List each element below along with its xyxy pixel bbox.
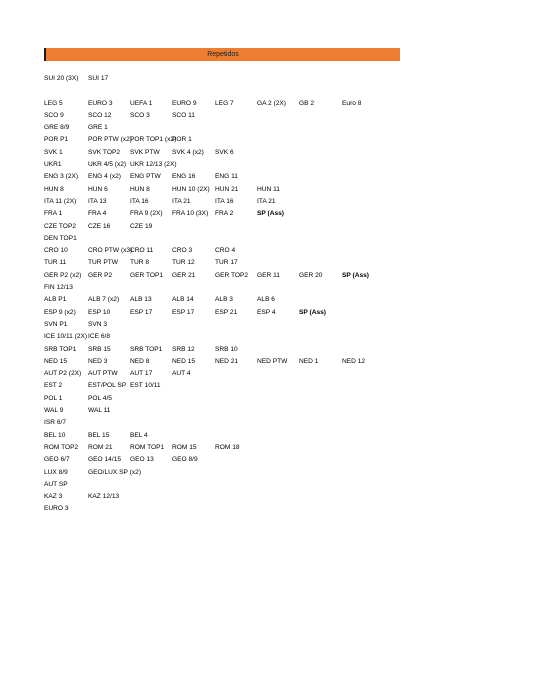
header-bar xyxy=(44,48,400,61)
table-cell: ESP 10 xyxy=(88,308,111,316)
table-cell: KAZ 3 xyxy=(44,493,63,501)
table-cell: LEG 7 xyxy=(215,99,234,107)
table-row xyxy=(0,257,540,269)
table-cell: EST 10/11 xyxy=(130,382,161,390)
table-cell: SP (Ass) xyxy=(299,308,326,316)
table-cell: GEO 6/7 xyxy=(44,456,70,464)
table-cell: FRA 2 xyxy=(215,210,234,218)
table-cell: CRO PTW (x3) xyxy=(88,247,133,255)
table-cell: CRO 3 xyxy=(172,247,193,255)
table-cell: GA 2 (2X) xyxy=(257,99,286,107)
table-cell: AUT P2 (2X) xyxy=(44,370,82,378)
table-row xyxy=(0,85,540,97)
table-cell: UKR 12/13 (2X) xyxy=(130,161,177,169)
table-row xyxy=(0,467,540,479)
table-cell: LEG 5 xyxy=(44,99,63,107)
table-cell: GEO/LUX SP (x2) xyxy=(88,468,142,476)
table-cell: SRB TOP1 xyxy=(44,345,77,353)
table-row xyxy=(0,331,540,343)
table-row xyxy=(0,294,540,306)
table-cell: ITA 16 xyxy=(215,197,234,205)
table-cell: GER P2 (x2) xyxy=(44,271,82,279)
table-cell: HUN 8 xyxy=(130,185,150,193)
table-cell: GER P2 xyxy=(88,271,113,279)
header-title: Repetidos xyxy=(207,51,239,58)
table-cell: NED 3 xyxy=(88,357,108,365)
table-cell: NED 15 xyxy=(172,357,196,365)
table-cell: UEFA 1 xyxy=(130,99,153,107)
table-cell: ROM 15 xyxy=(172,443,197,451)
table-cell: ENG 11 xyxy=(215,173,238,181)
table-cell: EST/POL SP xyxy=(88,382,127,390)
table-cell: SVK TOP2 xyxy=(88,148,121,156)
table-row xyxy=(0,147,540,159)
table-row xyxy=(0,171,540,183)
table-cell: CZE 16 xyxy=(88,222,111,230)
table-cell: AUT SP xyxy=(44,480,68,488)
table-cell: HUN 8 xyxy=(44,185,64,193)
table-cell: HUN 21 xyxy=(215,185,239,193)
table-cell: SVN P1 xyxy=(44,320,68,328)
table-cell: FRA 1 xyxy=(44,210,63,218)
table-row xyxy=(0,134,540,146)
table-cell: ITA 11 (2X) xyxy=(44,197,77,205)
table-cell: ROM 21 xyxy=(88,443,113,451)
table-cell: ENG PTW xyxy=(130,173,161,181)
table-cell: EURO 3 xyxy=(88,99,113,107)
table-cell: ITA 21 xyxy=(172,197,191,205)
table-cell: ESP 4 xyxy=(257,308,276,316)
table-cell: BEL 15 xyxy=(88,431,110,439)
table-cell: GEO 8/9 xyxy=(172,456,198,464)
table-cell: EURO 9 xyxy=(172,99,197,107)
table-cell: SP (Ass) xyxy=(257,210,284,218)
table-cell: POR P1 xyxy=(44,136,69,144)
table-cell: WAL 11 xyxy=(88,407,111,415)
table-cell: TUR 17 xyxy=(215,259,238,267)
table-cell: ICE 10/11 (2X) xyxy=(44,333,88,341)
sticker-list xyxy=(0,73,540,516)
table-row xyxy=(0,307,540,319)
table-cell: SVK PTW xyxy=(130,148,160,156)
table-row xyxy=(0,270,540,282)
table-cell: ITA 13 xyxy=(88,197,107,205)
table-cell: ALB 7 (x2) xyxy=(88,296,120,304)
table-cell: GRE 8/9 xyxy=(44,124,70,132)
table-row xyxy=(0,405,540,417)
table-cell: SRB 10 xyxy=(215,345,238,353)
table-row xyxy=(0,454,540,466)
table-cell: ALB 3 xyxy=(215,296,233,304)
table-cell: ENG 3 (2X) xyxy=(44,173,79,181)
table-cell: GER TOP2 xyxy=(215,271,249,279)
table-cell: GER 11 xyxy=(257,271,280,279)
table-cell: ESP 9 (x2) xyxy=(44,308,76,316)
table-row xyxy=(0,417,540,429)
table-cell: ROM TOP2 xyxy=(44,443,79,451)
table-cell: ICE 6/8 xyxy=(88,333,110,341)
table-cell: SUI 17 xyxy=(88,75,109,82)
table-cell: SUI 20 (3X) xyxy=(44,75,79,82)
table-cell: ALB P1 xyxy=(44,296,67,304)
table-cell: ESP 17 xyxy=(172,308,195,316)
table-cell: TUR 8 xyxy=(130,259,150,267)
table-cell: Euro 8 xyxy=(342,99,362,107)
table-cell: NED 8 xyxy=(130,357,150,365)
table-cell: FRA 10 (3X) xyxy=(172,210,209,218)
table-row xyxy=(0,221,540,233)
table-row xyxy=(0,344,540,356)
table-cell: DEN TOP1 xyxy=(44,234,77,242)
table-row xyxy=(0,319,540,331)
table-row xyxy=(0,208,540,220)
table-cell: GRE 1 xyxy=(88,124,108,132)
table-cell: TUR PTW xyxy=(88,259,119,267)
table-cell: ROM 18 xyxy=(215,443,240,451)
table-cell: CRO 10 xyxy=(44,247,68,255)
table-cell: ROM TOP1 xyxy=(130,443,165,451)
table-cell: NED 12 xyxy=(342,357,366,365)
table-cell: GEO 14/15 xyxy=(88,456,121,464)
table-cell: SVK 4 (x2) xyxy=(172,148,204,156)
table-row xyxy=(0,368,540,380)
table-cell: HUN 6 xyxy=(88,185,108,193)
table-cell: NED 21 xyxy=(215,357,239,365)
table-cell: EST 2 xyxy=(44,382,63,390)
table-cell: GER 20 xyxy=(299,271,323,279)
table-row xyxy=(0,356,540,368)
table-cell: UKR 4/5 (x2) xyxy=(88,161,127,169)
table-cell: SVK 1 xyxy=(44,148,63,156)
table-cell: WAL 9 xyxy=(44,407,64,415)
table-cell: SCO 9 xyxy=(44,111,64,119)
table-cell: GER TOP1 xyxy=(130,271,164,279)
table-cell: HUN 10 (2X) xyxy=(172,185,210,193)
table-cell: HUN 11 xyxy=(257,185,280,193)
table-cell: ISR 6/7 xyxy=(44,419,66,427)
table-cell: NED 15 xyxy=(44,357,68,365)
table-row xyxy=(0,491,540,503)
table-cell: ALB 14 xyxy=(172,296,194,304)
table-cell: GB 2 xyxy=(299,99,315,107)
table-cell: UKR1 xyxy=(44,161,62,169)
table-row xyxy=(0,282,540,294)
table-cell: CRO 4 xyxy=(215,247,236,255)
table-row xyxy=(0,110,540,122)
table-cell: POL 4/5 xyxy=(88,394,112,402)
table-cell: ITA 16 xyxy=(130,197,149,205)
table-cell: SVK 6 xyxy=(215,148,234,156)
table-cell: SCO 12 xyxy=(88,111,112,119)
table-row xyxy=(0,380,540,392)
table-cell: ENG 16 xyxy=(172,173,196,181)
table-cell: SCO 11 xyxy=(172,111,195,119)
table-cell: SVN 3 xyxy=(88,320,108,328)
table-cell: POL 1 xyxy=(44,394,63,402)
table-cell: CZE 19 xyxy=(130,222,153,230)
table-cell: CRO 11 xyxy=(130,247,154,255)
table-cell: AUT 17 xyxy=(130,370,153,378)
table-cell: POR TOP1 (x2) xyxy=(130,136,177,144)
table-row xyxy=(0,233,540,245)
table-cell: FRA 9 (2X) xyxy=(130,210,163,218)
table-row xyxy=(0,245,540,257)
table-cell: NED 1 xyxy=(299,357,319,365)
table-cell: ESP 17 xyxy=(130,308,153,316)
table-cell: AUT 4 xyxy=(172,370,191,378)
table-cell: SP (Ass) xyxy=(342,271,369,279)
table-cell: LUX 8/9 xyxy=(44,468,68,476)
table-row xyxy=(0,503,540,515)
table-cell: GEO 13 xyxy=(130,456,154,464)
table-row xyxy=(0,98,540,110)
table-cell: SRB 15 xyxy=(88,345,111,353)
table-cell: FIN 12/13 xyxy=(44,284,73,292)
table-cell: ALB 6 xyxy=(257,296,275,304)
table-cell: EURO 3 xyxy=(44,505,69,513)
table-cell: AUT PTW xyxy=(88,370,118,378)
table-cell: SRB TOP1 xyxy=(130,345,163,353)
table-row xyxy=(0,184,540,196)
table-cell: SCO 3 xyxy=(130,111,150,119)
table-row xyxy=(0,393,540,405)
table-cell: POR PTW (x2) xyxy=(88,136,132,144)
table-cell: NED PTW xyxy=(257,357,288,365)
table-row xyxy=(0,122,540,134)
table-cell: ALB 13 xyxy=(130,296,152,304)
table-cell: SRB 12 xyxy=(172,345,195,353)
table-cell: BEL 4 xyxy=(130,431,148,439)
table-cell: POR 1 xyxy=(172,136,192,144)
table-cell: ESP 21 xyxy=(215,308,238,316)
table-cell: CZE TOP2 xyxy=(44,222,77,230)
table-cell: FRA 4 xyxy=(88,210,107,218)
table-cell: TUR 12 xyxy=(172,259,195,267)
table-cell: KAZ 12/13 xyxy=(88,493,120,501)
table-row xyxy=(0,196,540,208)
table-cell: BEL 10 xyxy=(44,431,66,439)
table-cell: GER 21 xyxy=(172,271,196,279)
table-cell: TUR 11 xyxy=(44,259,67,267)
table-row xyxy=(0,430,540,442)
table-row xyxy=(0,479,540,491)
table-row xyxy=(0,73,540,85)
table-row xyxy=(0,442,540,454)
table-cell: ITA 21 xyxy=(257,197,276,205)
table-row xyxy=(0,159,540,171)
table-cell: ENG 4 (x2) xyxy=(88,173,121,181)
